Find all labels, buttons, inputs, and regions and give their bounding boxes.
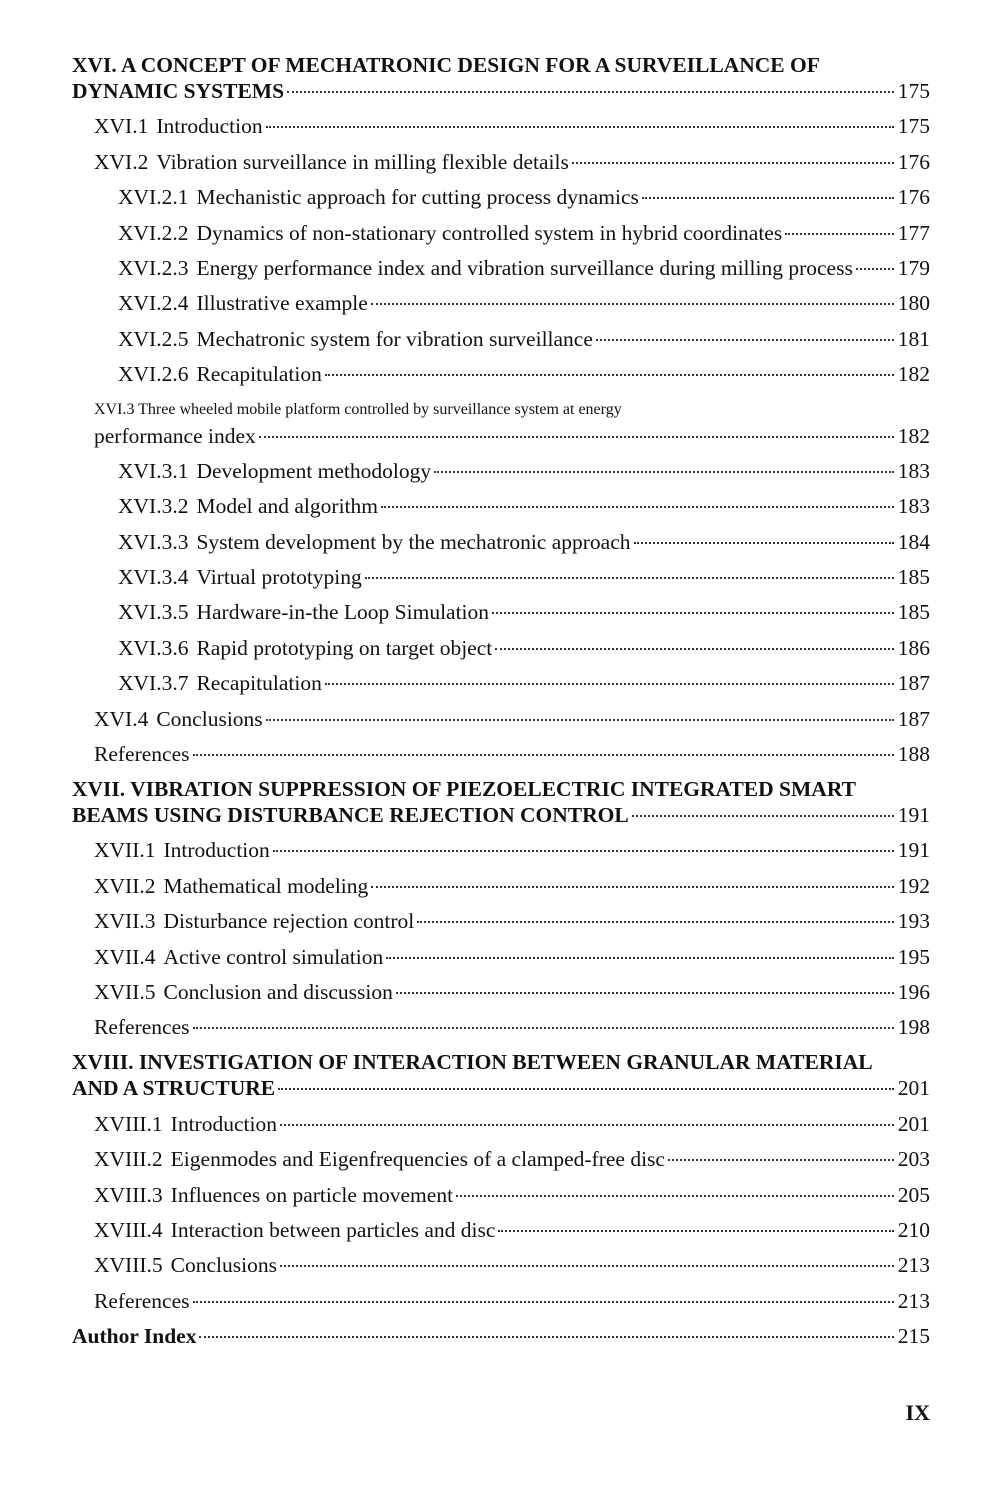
section-number: XVI.3.2	[118, 494, 189, 519]
section-number: XVI.2	[94, 149, 149, 174]
page-ref: 187	[897, 706, 930, 731]
dot-leader	[280, 1265, 894, 1267]
references-label: References	[94, 742, 190, 767]
section-title: Active control simulation	[163, 944, 384, 969]
entry-label	[72, 1323, 196, 1349]
toc-entry	[72, 290, 930, 316]
section-title: Model and algorithm	[196, 494, 378, 519]
dot-leader	[193, 1027, 894, 1029]
toc-entry	[72, 908, 930, 934]
dot-leader	[278, 1088, 894, 1090]
dot-leader	[371, 886, 893, 888]
entry-label	[118, 255, 853, 281]
section-number: XVIII.4	[94, 1217, 163, 1242]
section-number: XVI.3.1	[118, 458, 189, 483]
section-title: Mathematical modeling	[163, 873, 369, 898]
page-ref: 205	[897, 1182, 930, 1207]
page-ref: 176	[897, 149, 930, 174]
dot-leader	[193, 754, 894, 756]
entry-label	[118, 493, 378, 519]
toc-entry	[72, 1111, 930, 1137]
page-ref: 175	[897, 79, 930, 103]
page-ref: 185	[897, 565, 930, 590]
section-title: Conclusion and discussion	[163, 979, 393, 1004]
dot-leader	[434, 471, 894, 473]
toc-entry	[72, 599, 930, 625]
chapter-heading	[72, 52, 930, 104]
table-of-contents	[72, 52, 930, 1349]
toc-entry	[72, 979, 930, 1005]
section-title: Dynamics of non-stationary controlled system in hybrid coordinates	[196, 220, 783, 245]
dot-leader	[266, 719, 894, 721]
entry-label	[94, 873, 368, 899]
page-ref: 179	[897, 255, 930, 280]
chapter-title-cont: AND A STRUCTURE	[72, 1076, 276, 1101]
entry-title-line	[94, 397, 930, 423]
page-ref: 203	[897, 1147, 930, 1172]
toc-entry	[72, 255, 930, 281]
page-ref: 187	[897, 671, 930, 696]
dot-leader	[266, 126, 894, 128]
chapter-title-row	[72, 802, 930, 828]
toc-entry	[72, 1146, 930, 1172]
chapter-heading	[72, 1049, 930, 1101]
toc-entry	[72, 493, 930, 519]
entry-label	[94, 944, 383, 970]
section-title: Three wheeled mobile platform controlled by surveillance system at energy	[138, 400, 622, 418]
toc-entry	[72, 458, 930, 484]
section-title: Recapitulation	[196, 362, 322, 387]
section-number: XVI.3.4	[118, 565, 189, 590]
entry-label	[94, 1014, 190, 1040]
dot-leader	[280, 1124, 894, 1126]
entry-label	[94, 979, 393, 1005]
section-title: Interaction between particles and disc	[170, 1217, 496, 1242]
section-number: XVI.2.3	[118, 255, 189, 280]
dot-leader	[386, 957, 894, 959]
entry-label	[94, 1288, 190, 1314]
entry-label	[94, 113, 263, 139]
section-number: XVI.2.1	[118, 185, 189, 210]
page-ref: 181	[897, 326, 930, 351]
section-number: XVIII.1	[94, 1111, 163, 1136]
toc-entry	[72, 397, 930, 449]
references-label: References	[94, 1288, 190, 1313]
dot-leader	[495, 648, 894, 650]
page-ref: 201	[897, 1111, 930, 1136]
page-ref: 176	[897, 185, 930, 210]
entry-label	[118, 635, 492, 661]
section-title: Influences on particle movement	[170, 1182, 454, 1207]
page-ref: 180	[897, 291, 930, 316]
page-ref: 182	[897, 362, 930, 387]
chapter-title-line	[72, 52, 930, 78]
section-number: XVI.2.4	[118, 291, 189, 316]
toc-entry	[72, 149, 930, 175]
dot-leader	[259, 436, 894, 438]
entry-label	[94, 1111, 277, 1137]
toc-entry	[72, 1252, 930, 1278]
section-title: Vibration surveillance in milling flexible details	[156, 149, 569, 174]
page-ref: 191	[897, 838, 930, 863]
toc-entry	[72, 944, 930, 970]
references-label: References	[94, 1015, 190, 1040]
page-ref: 195	[897, 944, 930, 969]
page-ref: 196	[897, 979, 930, 1004]
dot-leader	[492, 612, 894, 614]
page-ref: 175	[897, 114, 930, 139]
section-number: XVII.3	[94, 909, 156, 934]
author-index-entry	[72, 1323, 930, 1349]
chapter-title-row	[72, 1075, 930, 1101]
entry-label	[94, 149, 569, 175]
entry-label	[94, 706, 263, 732]
toc-entry	[72, 184, 930, 210]
page-ref: 210	[897, 1217, 930, 1242]
dot-leader	[365, 577, 894, 579]
entry-label	[118, 326, 593, 352]
toc-entry	[72, 1288, 930, 1314]
toc-entry	[72, 113, 930, 139]
entry-label	[118, 564, 362, 590]
dot-leader	[417, 921, 894, 923]
toc-entry	[72, 873, 930, 899]
section-number: XVII.4	[94, 944, 156, 969]
section-title: System development by the mechatronic approach	[196, 529, 631, 554]
page-ref: 188	[897, 742, 930, 767]
section-number: XVI.3.6	[118, 635, 189, 660]
entry-title-cont	[94, 423, 930, 449]
chapter-heading	[72, 776, 930, 828]
page-ref: 215	[897, 1324, 930, 1349]
section-number: XVI.4	[94, 706, 149, 731]
dot-leader	[456, 1195, 894, 1197]
entry-label	[72, 802, 629, 828]
page-ref: 183	[897, 458, 930, 483]
page-ref: 193	[897, 909, 930, 934]
toc-entry	[72, 837, 930, 863]
chapter-title-cont: BEAMS USING DISTURBANCE REJECTION CONTROL	[72, 803, 629, 828]
section-title: Illustrative example	[196, 291, 368, 316]
toc-entry	[72, 741, 930, 767]
dot-leader	[668, 1159, 894, 1161]
page-ref: 186	[897, 635, 930, 660]
entry-label	[118, 529, 631, 555]
dot-leader	[498, 1230, 893, 1232]
dot-leader	[371, 303, 894, 305]
section-title: Introduction	[156, 114, 263, 139]
section-title: Conclusions	[156, 706, 263, 731]
dot-leader	[193, 1301, 894, 1303]
dot-leader	[572, 162, 894, 164]
chapter-title: XVII. VIBRATION SUPPRESSION OF PIEZOELECTRIC INTEGRATED SMART	[72, 777, 856, 802]
dot-leader	[325, 683, 894, 685]
section-title: Virtual prototyping	[196, 565, 362, 590]
dot-leader	[642, 197, 894, 199]
dot-leader	[381, 506, 894, 508]
section-number: XVI.2.2	[118, 220, 189, 245]
section-number: XVII.1	[94, 838, 156, 863]
page-ref: 192	[897, 873, 930, 898]
toc-entry	[72, 706, 930, 732]
section-title: Introduction	[170, 1111, 277, 1136]
page-ref: 182	[897, 423, 930, 448]
dot-leader	[634, 542, 894, 544]
section-title: Disturbance rejection control	[163, 909, 415, 934]
entry-label	[72, 1075, 275, 1101]
toc-entry	[72, 635, 930, 661]
entry-label	[118, 458, 431, 484]
page-number: IX	[905, 1400, 930, 1425]
section-title: Development methodology	[196, 458, 432, 483]
section-number: XVI.3.5	[118, 600, 189, 625]
page-ref: 185	[897, 600, 930, 625]
section-number: XVII.2	[94, 873, 156, 898]
toc-entry	[72, 1014, 930, 1040]
toc-entry	[72, 220, 930, 246]
entry-label	[94, 908, 414, 934]
entry-label	[118, 361, 322, 387]
section-number: XVIII.3	[94, 1182, 163, 1207]
entry-label	[118, 220, 782, 246]
entry-label	[94, 1217, 495, 1243]
section-title-cont: performance index	[94, 423, 256, 448]
chapter-title-line	[72, 776, 930, 802]
entry-label	[118, 290, 368, 316]
toc-entry	[72, 670, 930, 696]
page-ref: 183	[897, 494, 930, 519]
section-number: XVI.1	[94, 114, 149, 139]
toc-entry	[72, 529, 930, 555]
toc-entry	[72, 1217, 930, 1243]
section-number: XVIII.2	[94, 1147, 163, 1172]
dot-leader	[273, 850, 894, 852]
page-ref: 184	[897, 529, 930, 554]
section-title: Mechanistic approach for cutting process dynamics	[196, 185, 639, 210]
section-title: Mechatronic system for vibration surveillance	[196, 326, 593, 351]
section-title: Introduction	[163, 838, 270, 863]
section-title: Energy performance index and vibration surveillance during milling process	[196, 255, 853, 280]
section-number: XVI.2.6	[118, 362, 189, 387]
dot-leader	[632, 815, 894, 817]
chapter-title-row	[72, 78, 930, 104]
dot-leader	[325, 374, 894, 376]
section-number: XVI.3.7	[118, 671, 189, 696]
toc-entry	[72, 564, 930, 590]
page-ref: 198	[897, 1015, 930, 1040]
entry-label	[118, 184, 639, 210]
chapter-title-line	[72, 1049, 930, 1075]
section-number: XVI.3.3	[118, 529, 189, 554]
toc-entry	[72, 326, 930, 352]
dot-leader	[199, 1336, 893, 1338]
section-title: Recapitulation	[196, 671, 322, 696]
section-number: XVI.3	[94, 400, 135, 418]
page-ref: 201	[897, 1076, 930, 1101]
entry-label	[94, 837, 270, 863]
section-title: Conclusions	[170, 1253, 277, 1278]
entry-label	[94, 741, 190, 767]
page-ref: 213	[897, 1253, 930, 1278]
entry-label	[118, 670, 322, 696]
entry-label	[72, 78, 284, 104]
entry-label	[94, 1146, 665, 1172]
toc-entry	[72, 361, 930, 387]
page-ref: 191	[897, 803, 930, 828]
section-title: Rapid prototyping on target object	[196, 635, 493, 660]
entry-label	[94, 423, 256, 449]
section-title: Eigenmodes and Eigenfrequencies of a clamped-free disc	[170, 1147, 665, 1172]
section-title: Hardware-in-the Loop Simulation	[196, 600, 490, 625]
chapter-title: XVIII. INVESTIGATION OF INTERACTION BETWEEN GRANULAR MATERIAL	[72, 1050, 873, 1075]
dot-leader	[396, 992, 894, 994]
section-number: XVII.5	[94, 979, 156, 1004]
dot-leader	[596, 339, 894, 341]
author-index-label: Author Index	[72, 1324, 197, 1349]
entry-label	[118, 599, 489, 625]
section-number: XVI.2.5	[118, 326, 189, 351]
toc-entry	[72, 1182, 930, 1208]
page-ref: 177	[897, 220, 930, 245]
dot-leader	[856, 268, 894, 270]
dot-leader	[785, 233, 894, 235]
entry-label	[94, 1182, 453, 1208]
chapter-title: XVI. A CONCEPT OF MECHATRONIC DESIGN FOR A SURVEILLANCE OF	[72, 53, 820, 77]
page-ref: 213	[897, 1288, 930, 1313]
section-number: XVIII.5	[94, 1253, 163, 1278]
entry-label	[94, 1252, 277, 1278]
dot-leader	[287, 91, 894, 93]
chapter-title-cont: DYNAMIC SYSTEMS	[72, 79, 285, 103]
